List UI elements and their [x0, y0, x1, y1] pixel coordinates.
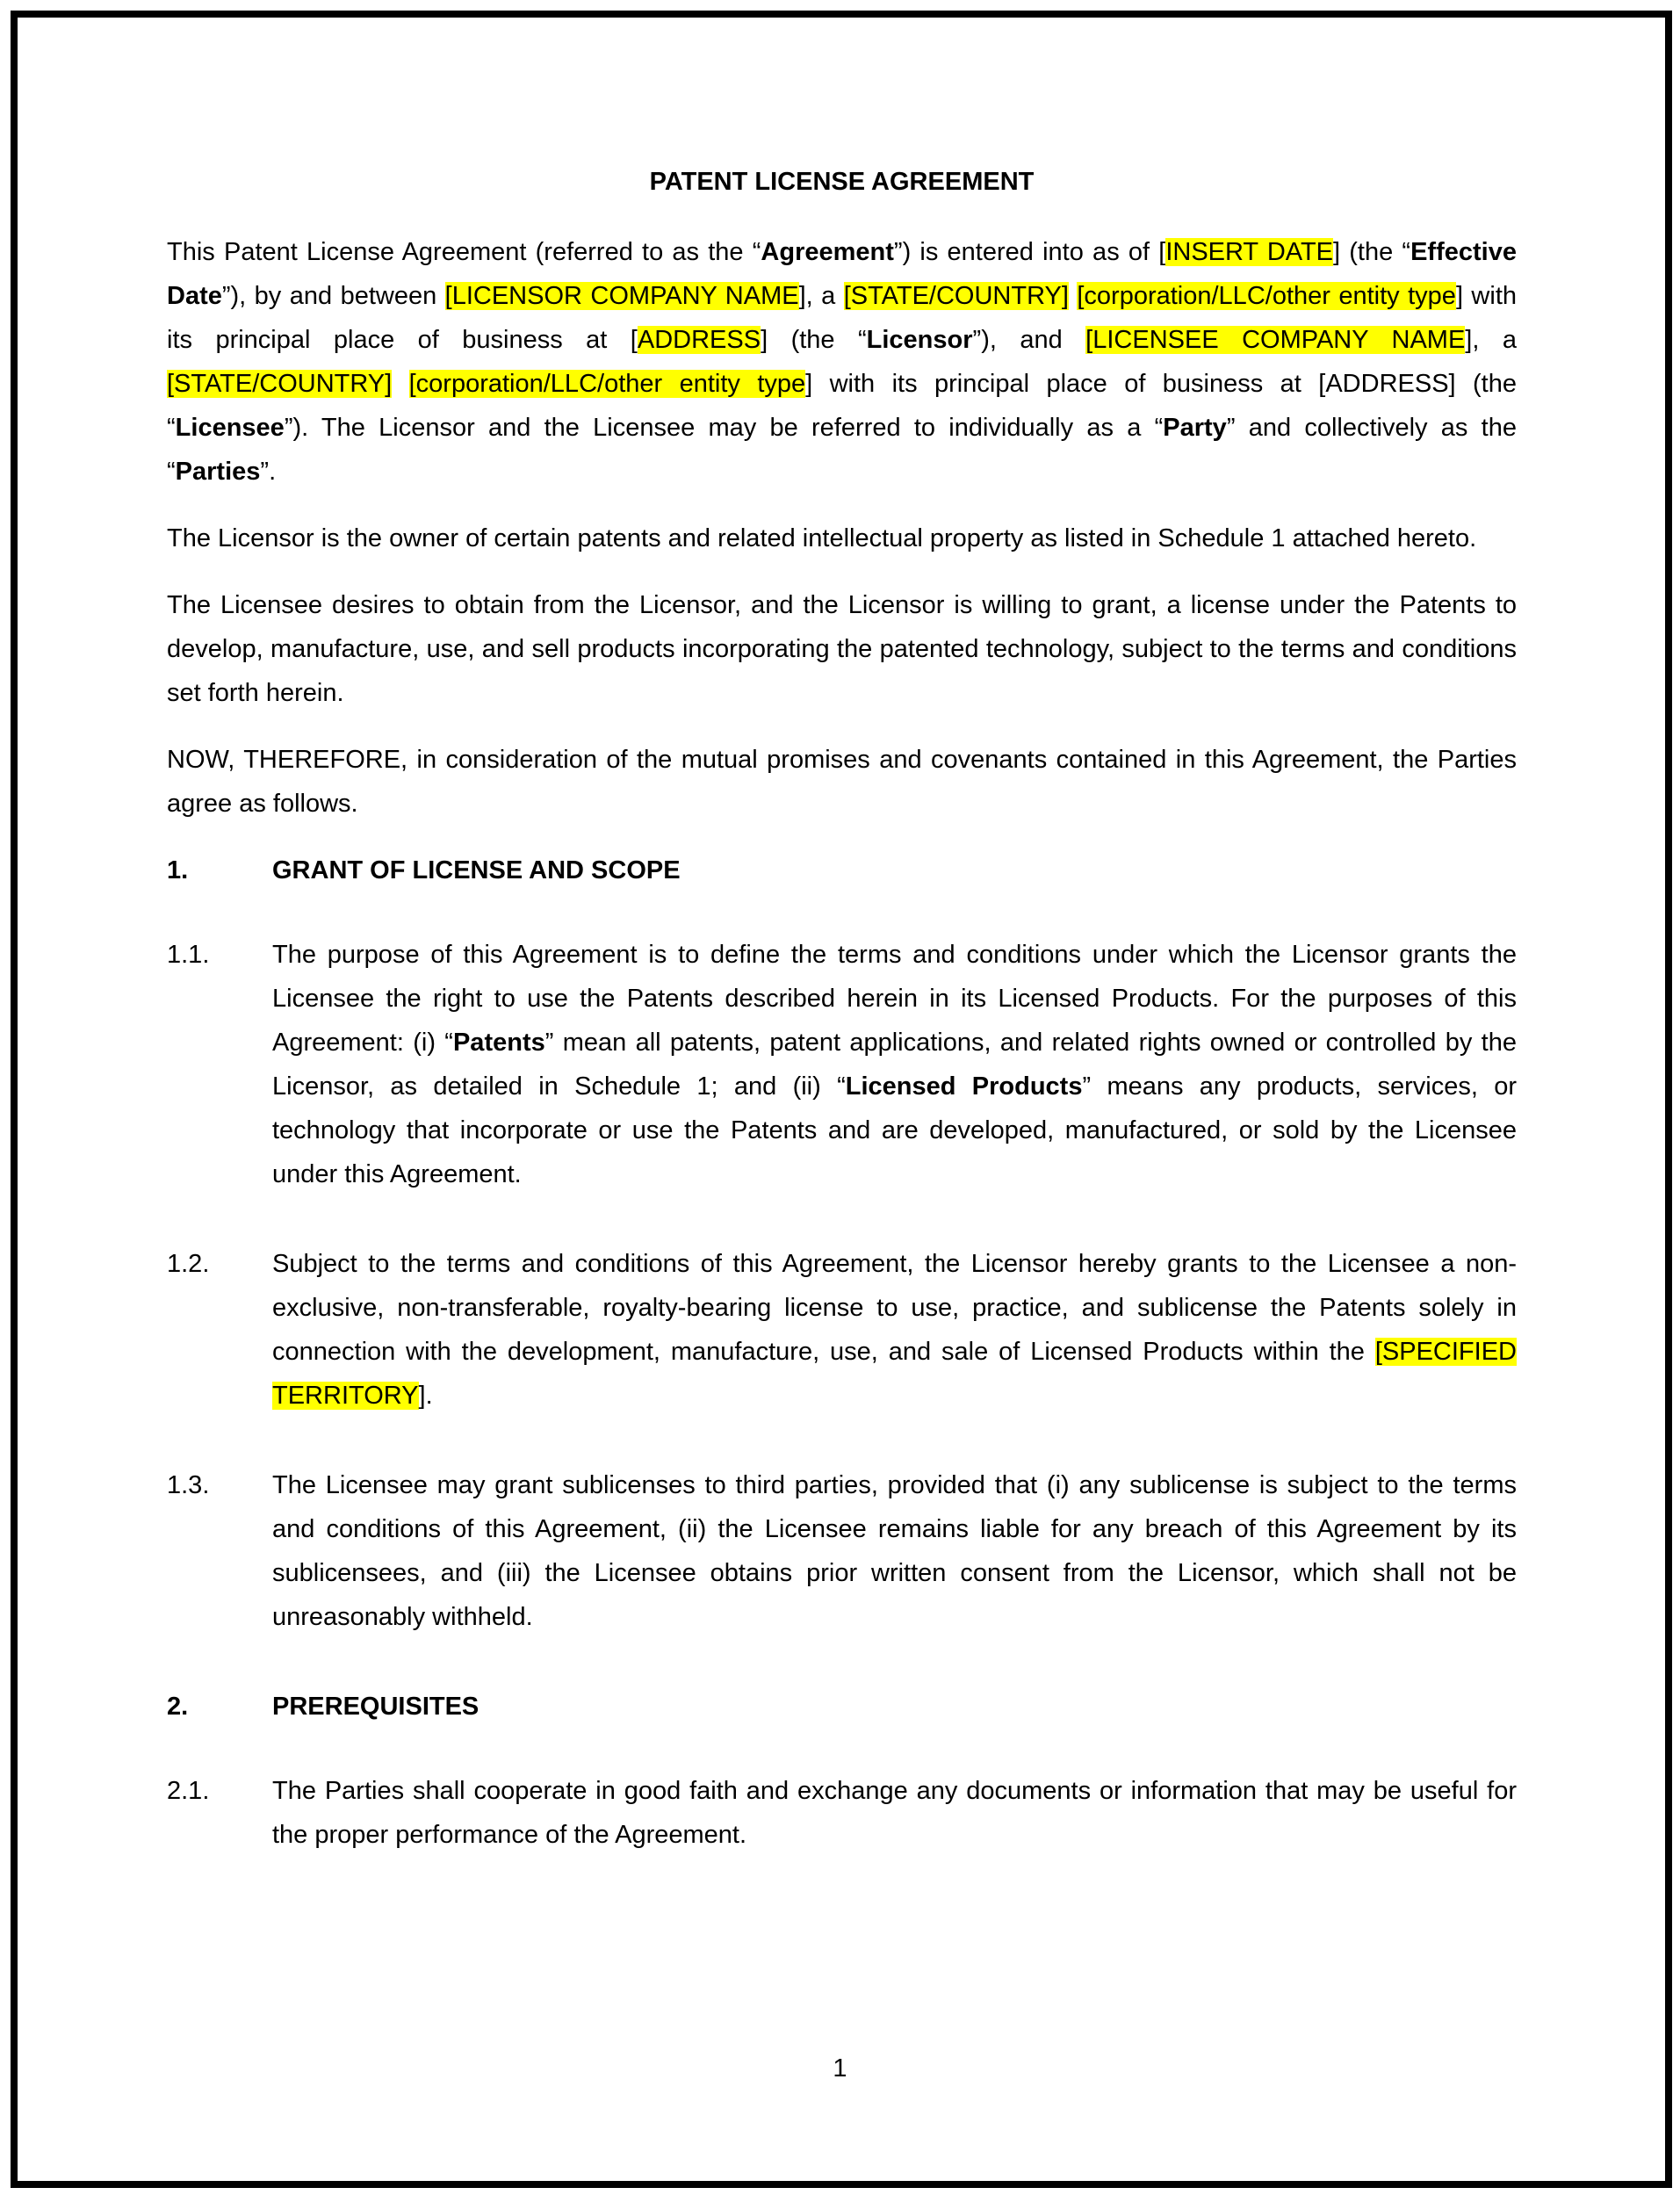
text-run: ”), by and between: [221, 282, 445, 310]
text-run: ].: [418, 1382, 433, 1410]
text-run: The Licensee may grant sublicenses to third parties, provided that (i) any sublicense is subject to the terms and conditions of this Agreement, (ii) the Licensee remains liable for any breach of this Agreement by its sublicensees, and (iii) the Licensee obtains prior written consent from the Licensor, which shall not be unreasonably withheld.: [272, 1471, 1517, 1631]
paragraph: [167, 516, 1517, 560]
numbered-clause: [167, 1463, 1517, 1639]
paragraph: [167, 738, 1517, 826]
text-run: [392, 370, 408, 398]
text-run: The purpose of this Agreement is to define the terms and conditions under which the Licensor grants the Licensee the right to use the Patents described herein in its Licensed Products. For the purposes of this Agreement: (i) “: [272, 941, 1517, 1057]
text-run: Licensor: [866, 326, 973, 354]
text-run: ] (the “: [761, 326, 867, 354]
text-run: ”), and: [972, 326, 1086, 354]
document-content: [167, 160, 1517, 1902]
clause-body: [272, 848, 1517, 892]
page-number: 1: [833, 2054, 847, 2083]
clause-number: 1.1.: [167, 941, 210, 969]
clause-number: 1.2.: [167, 1250, 210, 1278]
text-run: The Parties shall cooperate in good faith and exchange any documents or information that may be useful for the proper performance of the Agreement.: [272, 1777, 1517, 1849]
clause-body: [272, 933, 1517, 1196]
text-run: Licensee: [175, 414, 285, 442]
clause-number: 2.1.: [167, 1777, 210, 1805]
text-run: ], a: [798, 282, 844, 310]
section-heading: [167, 848, 1517, 892]
text-run: ] (the “: [1333, 238, 1411, 266]
paragraph: [167, 583, 1517, 715]
text-run: Effective Date: [167, 238, 1517, 310]
numbered-clause: [167, 933, 1517, 1196]
text-run: GRANT OF LICENSE AND SCOPE: [272, 856, 681, 884]
text-run: ” and collectively as the “: [167, 414, 1517, 486]
text-run: ] with its principal place of business at [ADDRESS] (the “: [167, 370, 1517, 442]
text-run: ] with its principal place of business at [: [167, 282, 1518, 354]
section-heading: [167, 1685, 1517, 1729]
text-run: This Patent License Agreement (referred to as the “: [167, 238, 761, 266]
text-run: The Licensor is the owner of certain patents and related intellectual property as listed in Schedule 1 attached hereto.: [167, 524, 1477, 552]
text-run: Subject to the terms and conditions of this Agreement, the Licensor hereby grants to the Licensee a non-exclusive, non-transferable, royalty-bearing license to use, practice, and sublicense the Patents solely in connection with the development, manufacture, use, and sale of Licensed Products within the: [272, 1250, 1517, 1366]
clause-body: [272, 1242, 1517, 1418]
text-run: Patents: [452, 1029, 545, 1057]
highlighted-placeholder: [LICENSEE COMPANY NAME: [1085, 326, 1466, 354]
highlighted-placeholder: [corporation/LLC/other entity type: [1077, 282, 1456, 310]
text-run: Party: [1163, 414, 1227, 442]
text-run: ” means any products, services, or technology that incorporate or use the Patents and are developed, manufactured, or sold by the Licensee under this Agreement.: [272, 1072, 1517, 1188]
highlighted-placeholder: [STATE/COUNTRY]: [167, 370, 393, 398]
numbered-clause: [167, 1242, 1517, 1418]
text-run: PREREQUISITES: [272, 1693, 479, 1721]
document-title: PATENT LICENSE AGREEMENT: [649, 168, 1035, 196]
text-run: The Licensee desires to obtain from the Licensor, and the Licensor is willing to grant, a license under the Patents to develop, manufacture, use, and sell products incorporating the patented technology, subject to the terms and conditions set forth herein.: [167, 591, 1517, 707]
text-run: [1069, 282, 1077, 310]
text-run: Agreement: [761, 238, 894, 266]
clause-number: 1.3.: [167, 1471, 210, 1499]
text-run: ” mean all patents, patent applications, and related rights owned or controlled by the Licensor, as detailed in Schedule 1; and (ii) “: [272, 1029, 1517, 1101]
numbered-clause: [167, 1769, 1517, 1857]
highlighted-placeholder: ADDRESS: [637, 326, 761, 354]
clause-body: [272, 1769, 1517, 1857]
text-run: ”) is entered into as of [: [893, 238, 1166, 266]
text-run: Parties: [175, 458, 261, 486]
highlighted-placeholder: [STATE/COUNTRY]: [843, 282, 1069, 310]
highlighted-placeholder: [corporation/LLC/other entity type: [408, 370, 806, 398]
text-run: ”.: [260, 458, 277, 486]
text-run: ], a: [1465, 326, 1517, 354]
highlighted-placeholder: INSERT DATE: [1165, 238, 1334, 266]
highlighted-placeholder: [SPECIFIED TERRITORY: [272, 1338, 1517, 1410]
text-run: NOW, THEREFORE, in consideration of the mutual promises and covenants contained in this Agreement, the Parties agree as follows.: [167, 746, 1517, 818]
clause-body: [272, 1685, 1517, 1729]
text-run: ”). The Licensor and the Licensee may be referred to individually as a “: [284, 414, 1164, 442]
document-body: [167, 230, 1517, 1857]
text-run: Licensed Products: [845, 1072, 1083, 1101]
section-number: 1.: [167, 856, 189, 884]
clause-body: [272, 1463, 1517, 1639]
paragraph: [167, 230, 1517, 494]
section-number: 2.: [167, 1693, 189, 1721]
highlighted-placeholder: [LICENSOR COMPANY NAME: [444, 282, 799, 310]
